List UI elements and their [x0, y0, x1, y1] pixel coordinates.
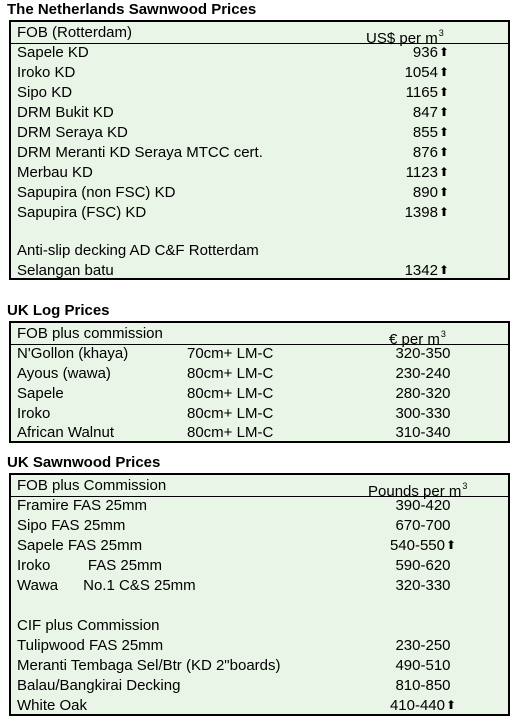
header-label: FOB plus Commission [17, 477, 167, 494]
uk-log-table [9, 321, 510, 443]
table-row: DRM Meranti KD Seraya MTCC cert. 876⬆ [17, 144, 449, 161]
table-row: African Walnut 80cm+ LM-C 310-340 [17, 424, 451, 441]
up-arrow-icon: ⬆ [438, 85, 449, 99]
header-label: FOB (Rotterdam) [17, 24, 133, 41]
header-unit: Pounds per $m^3$ [368, 481, 468, 500]
table-row: Balau/Bangkirai Decking 810-850 [17, 677, 451, 694]
uk-log-title: UK Log Prices [7, 302, 110, 319]
table-row: DRM Seraya KD 855⬆ [17, 124, 449, 141]
table-row: Framire FAS 25mm 390-420 [17, 497, 451, 514]
table-row: Sipo KD 1165⬆ [17, 84, 449, 101]
table-row: Sapele 80cm+ LM-C 280-320 [17, 385, 451, 402]
table-row: Tulipwood FAS 25mm 230-250 [17, 637, 451, 654]
table-header [11, 476, 508, 500]
netherlands-title: The Netherlands Sawnwood Prices [7, 1, 257, 18]
table-row: Sapupira (non FSC) KD 890⬆ [17, 184, 449, 201]
up-arrow-icon: ⬆ [438, 65, 449, 79]
up-arrow-icon: ⬆ [438, 45, 449, 59]
table-row: Sapele FAS 25mm 540-550⬆ [17, 537, 457, 554]
table-row: Sapupira (FSC) KD 1398⬆ [17, 204, 449, 221]
uk-sawn-table [9, 473, 510, 716]
up-arrow-icon: ⬆ [438, 263, 449, 277]
table-row: Sapele KD 936⬆ [17, 44, 449, 61]
table-row: Meranti Tembaga Sel/Btr (KD 2"boards) 490-510 [17, 657, 451, 674]
up-arrow-icon: ⬆ [438, 165, 449, 179]
table-row: Sipo FAS 25mm 670-700 [17, 517, 451, 534]
table-row: Iroko FAS 25mm 590-620 [17, 557, 451, 574]
table-header [11, 324, 508, 348]
uk-sawn-title: UK Sawnwood Prices [7, 454, 161, 471]
up-arrow-icon: ⬆ [438, 145, 449, 159]
up-arrow-icon: ⬆ [438, 125, 449, 139]
table-row: Iroko KD 1054⬆ [17, 64, 449, 81]
up-arrow-icon: ⬆ [446, 538, 457, 552]
table-row: Selangan batu 1342⬆ [17, 262, 449, 279]
table-row: N'Gollon (khaya) 70cm+ LM-C 320-350 [17, 345, 451, 362]
up-arrow-icon: ⬆ [438, 205, 449, 219]
table-row: DRM Bukit KD 847⬆ [17, 104, 449, 121]
table-row: Merbau KD 1123⬆ [17, 164, 449, 181]
table-row: White Oak 410-440⬆ [17, 697, 457, 714]
up-arrow-icon: ⬆ [438, 185, 449, 199]
header-label: FOB plus commission [17, 325, 163, 342]
table-row: Iroko 80cm+ LM-C 300-330 [17, 405, 451, 422]
up-arrow-icon: ⬆ [446, 698, 457, 712]
table-row: Ayous (wawa) 80cm+ LM-C 230-240 [17, 365, 451, 382]
table-row: Wawa No.1 C&S 25mm 320-330 [17, 577, 451, 594]
table-header [11, 23, 508, 47]
header-unit: US$ per $m^3$ [366, 28, 444, 47]
netherlands-table [9, 20, 510, 280]
decking-heading: Anti-slip decking AD C&F Rotterdam [17, 242, 259, 259]
cif-heading: CIF plus Commission [17, 617, 160, 634]
up-arrow-icon: ⬆ [438, 105, 449, 119]
header-unit: € per $m^3$ [389, 329, 446, 348]
